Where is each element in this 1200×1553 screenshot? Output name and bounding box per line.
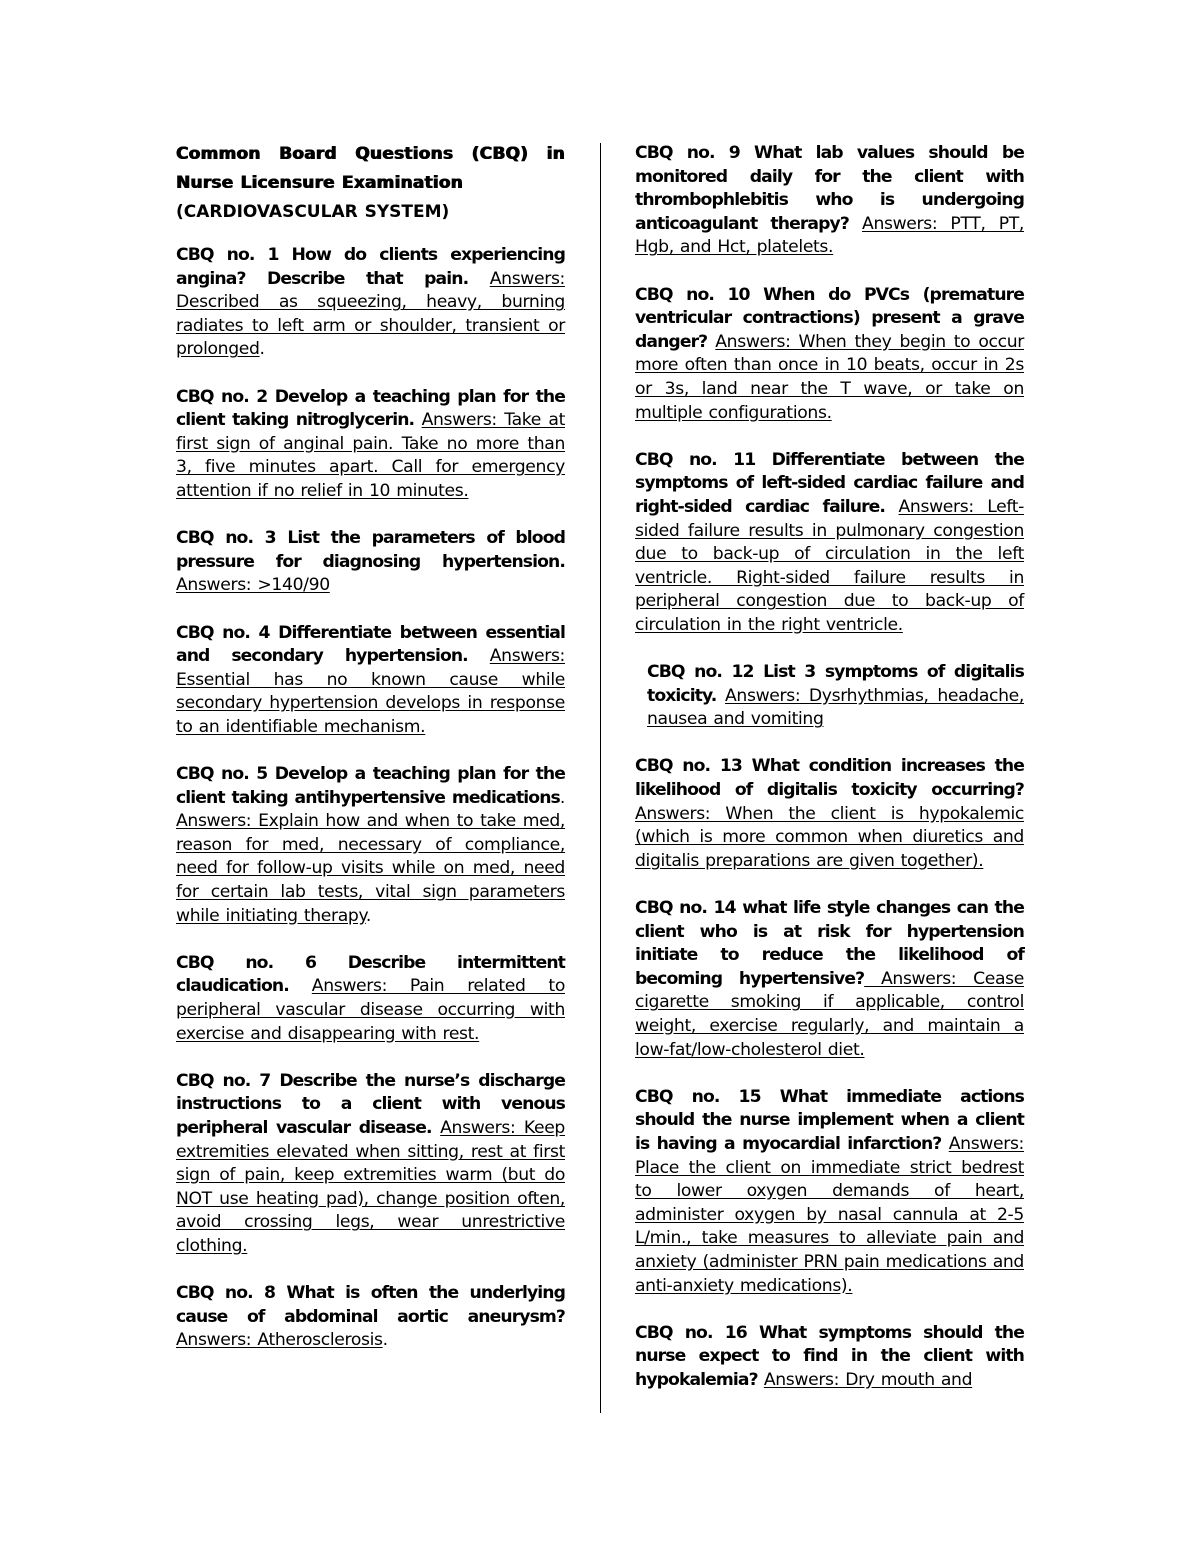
question-9 (635, 142, 1024, 260)
right-column (635, 142, 1024, 1416)
question-label: CBQ no. 1 (176, 245, 279, 265)
answer-tail: . (382, 1330, 388, 1351)
question-answer: Answers: Pain related to peripheral vascular disease occurring with exercise and disappearing with rest. (176, 976, 565, 1044)
question-answer: Answers: Take at first sign of anginal pain. Take no more than 3, five minutes apart. Call for emergency attention if no relief in 10 minutes. (176, 410, 565, 501)
question-prompt: Differentiate between the symptoms of left-sided cardiac failure and right-sided cardiac failure. (635, 449, 1024, 517)
question-answer: Answers: Described as squeezing, heavy, burning radiates to left arm or shoulder, transient or prolonged (176, 268, 565, 360)
question-label: CBQ no. 5 (176, 764, 268, 785)
question-label: CBQ no. 4 (176, 622, 270, 643)
question-answer: Answers: PTT, PT, Hgb, and Hct, platelets. (635, 213, 1024, 258)
question-11 (635, 449, 1024, 638)
question-prompt: What condition increases the likelihood of digitalis toxicity occurring? (635, 756, 1024, 801)
question-label: CBQ no. 12 (647, 662, 754, 683)
question-answer: Answers: Place the client on immediate strict bedrest to lower oxygen demands of heart, administer oxygen by nasal cannula at 2-5 L/min., take measures to alleviate pain and anxiety (administer PRN pain medications and anti-anxiety medications). (635, 1133, 1024, 1296)
question-prompt: What immediate actions should the nurse implement when a client is having a myocardial infarction? (635, 1086, 1024, 1154)
document-title (176, 140, 565, 227)
question-label: CBQ no. 11 (635, 449, 756, 470)
question-1 (176, 244, 565, 362)
question-13 (635, 755, 1024, 873)
question-prompt: What is often the underlying cause of abdominal aortic aneurysm? (176, 1283, 565, 1327)
question-label: CBQ no. 9 (635, 143, 740, 163)
title-line-2: (CARDIOVASCULAR SYSTEM) (176, 202, 450, 222)
question-answer: Answers: >140/90 (176, 575, 330, 596)
question-7 (176, 1070, 565, 1259)
question-label: CBQ no. 8 (176, 1283, 276, 1304)
answer-tail: . (259, 339, 265, 360)
question-prompt: What symptoms should the nurse expect to find in the client with hypokalemia? (635, 1322, 1024, 1390)
question-label: CBQ no. 10 (635, 284, 750, 305)
question-8 (176, 1282, 565, 1353)
question-15 (635, 1086, 1024, 1298)
question-10 (635, 284, 1024, 426)
question-4 (176, 622, 565, 740)
question-prompt: List 3 symptoms of digitalis toxicity. (647, 662, 1024, 706)
question-prompt: When do PVCs (premature ventricular contractions) present a grave danger? (635, 284, 1024, 352)
question-5: CBQ no. 5 Develop a teaching plan for the client taking antihypertensive medications. Answers: Explain how and when to take med, reason for med, necessary of compliance, need for follow-up visits while on med, need for certain lab tests, vital sign parameters while initiating therapy. (176, 764, 565, 926)
question-label: CBQ no. 7 (176, 1070, 271, 1091)
question-label: CBQ no. 3 (176, 528, 276, 549)
question-prompt: What lab values should be monitored daily for the client with thrombophlebitis who is undergoing anticoagulant therapy? (635, 143, 1025, 234)
question-16 (635, 1322, 1024, 1393)
question-label: CBQ no. 14 (635, 898, 736, 918)
answer-tail: . (365, 905, 371, 926)
question-14 (635, 897, 1024, 1062)
question-prompt: List the parameters of blood pressure for diagnosing hypertension. (176, 528, 566, 572)
question-label: CBQ no. 13 (635, 756, 742, 777)
question-label: CBQ no. 16 (635, 1322, 747, 1343)
question-prompt: Describe the nurse’s discharge instructions to a client with venous peripheral vascular disease. (176, 1070, 565, 1138)
column-divider (600, 143, 601, 1413)
title-line-1: Common Board Questions (CBQ) in Nurse Licensure Examination (176, 144, 565, 193)
question-answer: Answers: When the client is hypokalemic (which is more common when diuretics and digitalis preparations are given together). (635, 803, 1024, 871)
question-prompt: Develop a teaching plan for the client taking antihypertensive medications (176, 764, 565, 808)
question-answer: Answers: Keep extremities elevated when sitting, rest at first sign of pain, keep extremities warm (but do NOT use heating pad), change position often, avoid crossing legs, wear unrestrictive clothing. (176, 1117, 565, 1256)
question-prompt: Differentiate between essential and secondary hypertension. (176, 622, 565, 667)
question-answer: Answers: When they begin to occur more often than once in 10 beats, occur in 2s or 3s, land near the T wave, or take on multiple configurations. (635, 331, 1024, 423)
question-answer: Answers: Atherosclerosis (176, 1330, 383, 1351)
question-answer: Answers: Dysrhythmias, headache, nausea and vomiting (647, 685, 1024, 730)
question-label: CBQ no. 15 (635, 1086, 761, 1107)
question-label: CBQ no. 6 (176, 952, 317, 973)
question-prompt: How do clients experiencing angina? Describe that pain. (176, 245, 565, 289)
question-answer: Answers: Explain how and when to take med, reason for med, necessary of compliance, need for follow-up visits while on med, need for certain lab tests, vital sign parameters while initiating therapy (176, 811, 565, 926)
left-column (176, 140, 565, 1377)
question-prompt: Describe intermittent claudication. (176, 952, 565, 997)
question-2 (176, 386, 565, 504)
question-answer: Answers: Cease cigarette smoking if applicable, control weight, exercise regularly, and maintain a low-fat/low-cholesterol diet. (635, 968, 1024, 1060)
question-answer: Answers: Essential has no known cause while secondary hypertension develops in response to an identifiable mechanism. (176, 646, 565, 737)
question-3 (176, 527, 565, 598)
question-12 (635, 661, 1024, 732)
question-prompt: Develop a teaching plan for the client taking nitroglycerin. (176, 386, 565, 431)
question-label: CBQ no. 2 (176, 386, 268, 407)
question-answer: Answers: Left-sided failure results in pulmonary congestion due to back-up of circulation in the left ventricle. Right-sided failure results in peripheral congestion due to back-up of circulation in the right ventricle. (635, 496, 1024, 635)
question-6 (176, 952, 565, 1046)
question-answer: Answers: Dry mouth and (763, 1369, 973, 1390)
question-prompt: what life style changes can the client who is at risk for hypertension initiate to reduce the likelihood of becoming hypertensive? (635, 898, 1024, 989)
